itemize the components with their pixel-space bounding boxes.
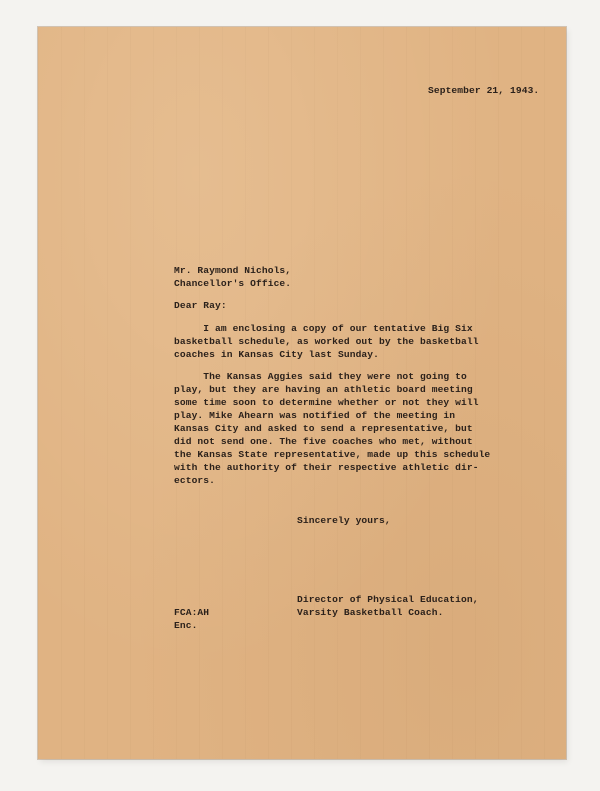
enclosure-note: Enc. (174, 620, 198, 631)
paragraph-line: some time soon to determine whether or not they will (174, 397, 479, 408)
paragraph-line: I am enclosing a copy of our tentative Big Six (174, 323, 473, 334)
reference-initials: FCA:AH (174, 607, 210, 618)
paragraph-line: play. Mike Ahearn was notified of the meeting in (174, 410, 456, 421)
paragraph-line: basketball schedule, as worked out by the basketball (174, 336, 479, 347)
signature-title-1: Director of Physical Education, (297, 594, 479, 605)
paragraph-line: ectors. (174, 475, 216, 486)
paragraph-line: did not send one. The five coaches who met, without (174, 436, 473, 447)
paragraph-line: with the authority of their respective athletic dir- (174, 462, 479, 473)
salutation: Dear Ray: (174, 300, 227, 311)
recipient-office: Chancellor's Office. (174, 278, 292, 289)
letter-date: September 21, 1943. (428, 85, 540, 96)
paragraph-line: Kansas City and asked to send a representative, but (174, 423, 473, 434)
paragraph-line: The Kansas Aggies said they were not going to (174, 371, 467, 382)
paragraph-line: the Kansas State representative, made up this schedule (174, 449, 491, 460)
recipient-name: Mr. Raymond Nichols, (174, 265, 292, 276)
closing: Sincerely yours, (297, 515, 391, 526)
signature-title-2: Varsity Basketball Coach. (297, 607, 444, 618)
paragraph-line: play, but they are having an athletic board meeting (174, 384, 473, 395)
paragraph-line: coaches in Kansas City last Sunday. (174, 349, 380, 360)
